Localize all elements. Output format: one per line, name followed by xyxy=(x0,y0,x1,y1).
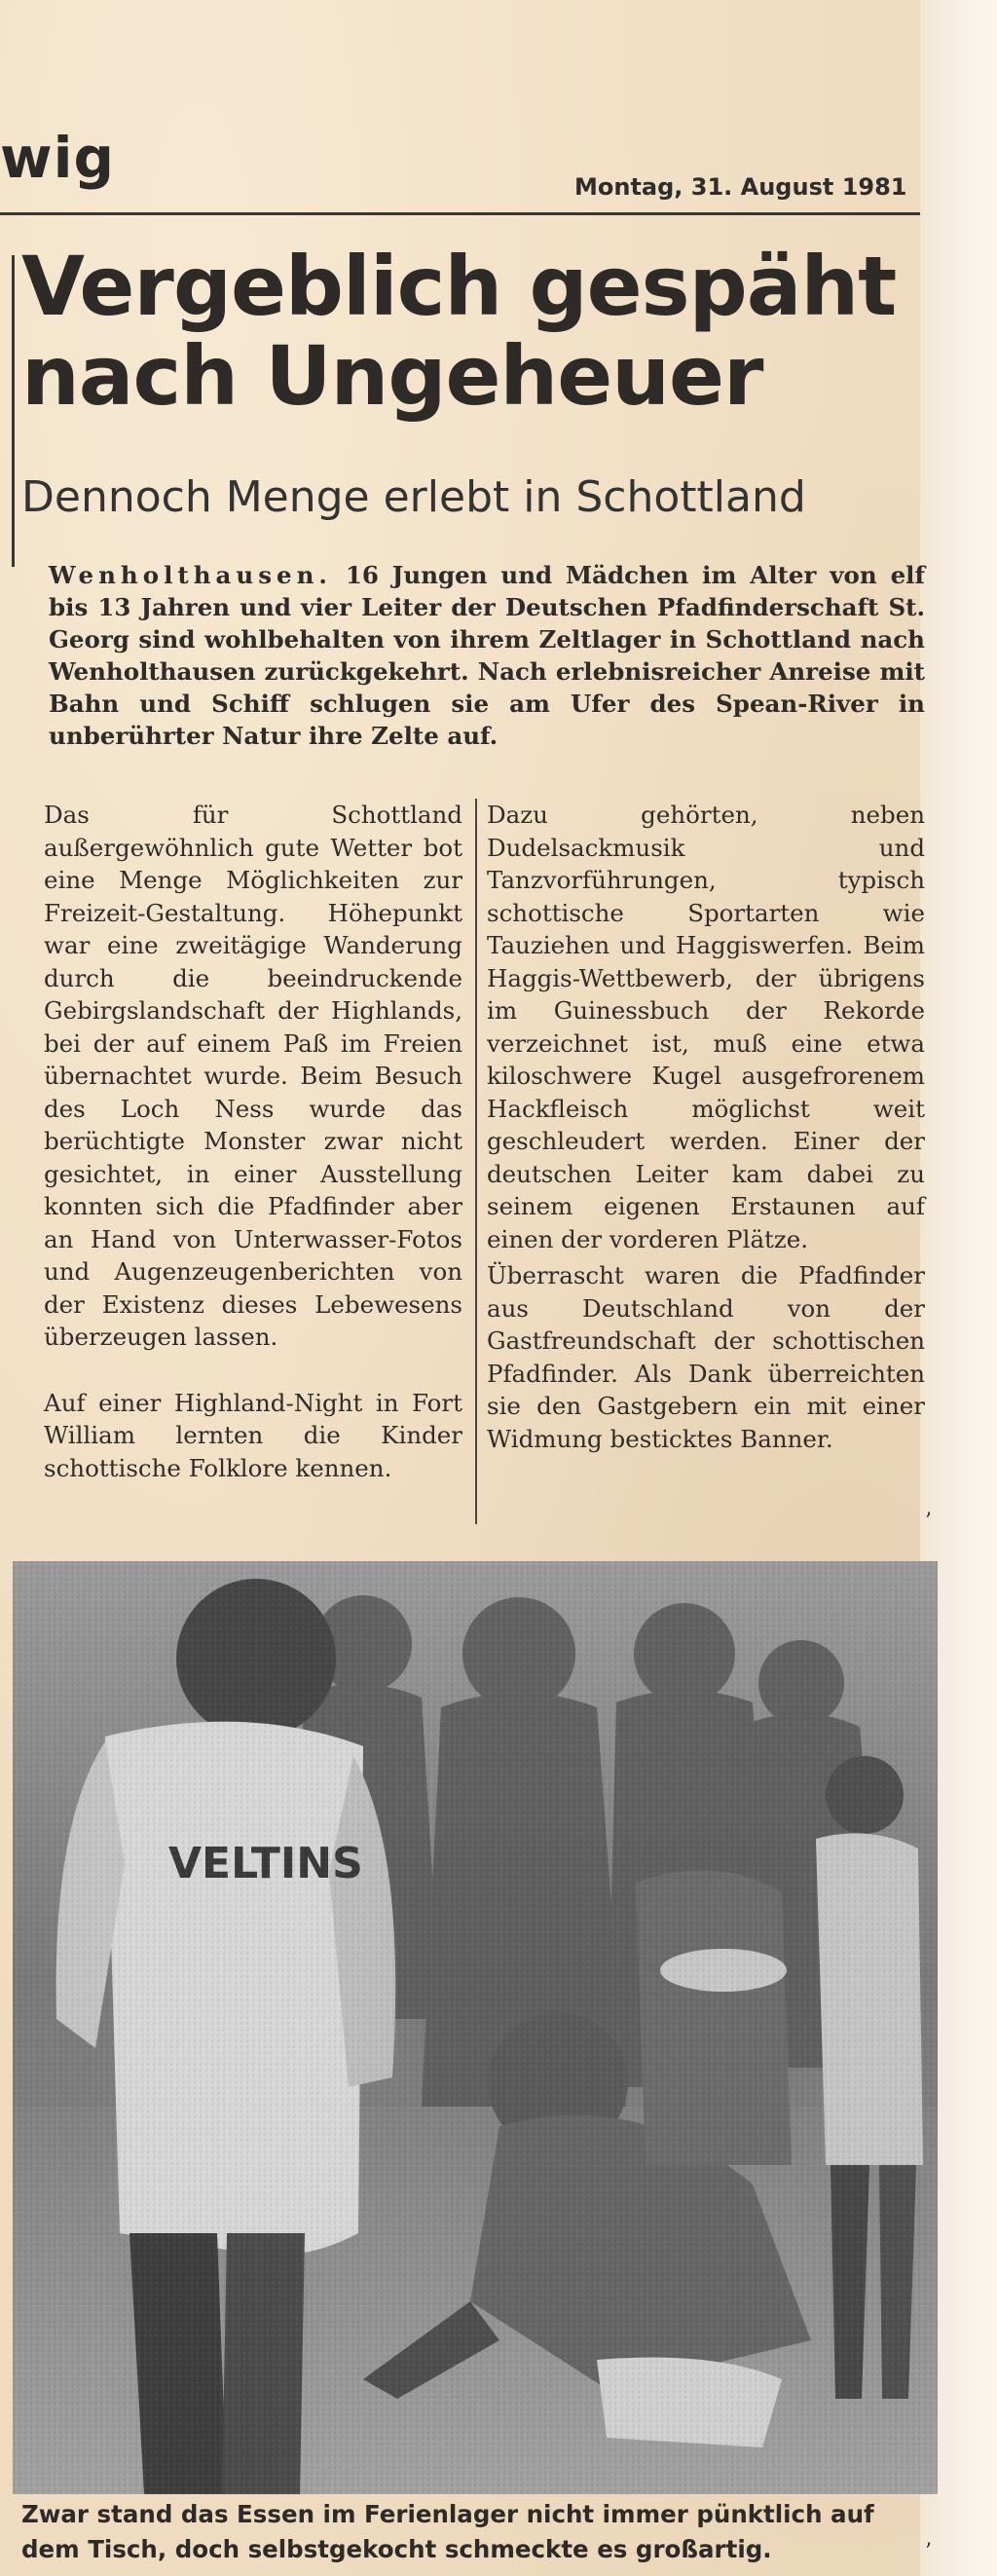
lead-dateline: Wenholthausen. xyxy=(49,561,332,589)
paragraph-right-2: Überrascht waren die Pfadfinder aus Deutschland von der Gastfreundschaft der schottischen Pfadfinder. Als Dank überreichten sie den Gastgebern ein mit einer Widmung besticktes Banner. xyxy=(487,1261,925,1453)
article-photo xyxy=(13,1561,938,2494)
paragraph-left-2: Auf einer Highland-Night in Fort William lernten die Kinder schottische Folklore kennen. xyxy=(44,1388,462,1482)
article-column-right xyxy=(487,799,925,1455)
paragraph-left-1: Das für Schottland außergewöhnlich gute Wetter bot eine Menge Möglichkeiten zur Freizeit-Gestaltung. Höhepunkt war eine zweitägige Wanderung durch die beeindruckende Gebirgslandschaft der Highlands, bei der auf einem Paß im Freien übernachtet wurde. Beim Besuch des Loch Ness wurde das berüchtigte Monster zwar nicht gesichtet, in einer Ausstellung konnten sich die Pfadfinder aber an Hand von Unterwasser-Fotos und Augenzeugenberichten von der Existenz dieses Lebewesens überzeugen lassen. xyxy=(44,801,462,1351)
headline-side-rule xyxy=(12,255,15,567)
lead-text: 16 Jungen und Mädchen im Alter von elf bis 13 Jahren und vier Leiter der Deutschen Pfadfinderschaft St. Georg sind wohlbehalten von ihrem Zeltlager in Schottland nach Wenholthausen zurückgekehrt. Nach erlebnisreicher Anreise mit Bahn und Schiff schlugen sie am Ufer des Spean-River in unberührter Natur ihre Zelte auf. xyxy=(49,561,926,750)
clip-mark-bottom: ’ xyxy=(925,2540,932,2564)
article-headline: Vergeblich gespäht nach Ungeheuer xyxy=(21,239,897,424)
article-lead xyxy=(49,559,925,752)
issue-date: Montag, 31. August 1981 xyxy=(574,173,907,201)
photo-caption: Zwar stand das Essen im Ferienlager nicht immer pünktlich auf dem Tisch, doch selbstgekocht schmeckte es großartig. xyxy=(21,2500,874,2563)
header-rule xyxy=(0,212,920,215)
article-subheadline: Dennoch Menge erlebt in Schottland xyxy=(21,472,806,522)
clip-mark-top: ’ xyxy=(925,1510,932,1534)
article-column-left xyxy=(44,799,462,1484)
masthead-fragment: wig xyxy=(0,125,115,191)
column-divider xyxy=(475,799,477,1524)
paragraph-right-1: Dazu gehörten, neben Dudelsackmusik und Tanzvorführungen, typisch schottische Sportarten wie Tauziehen und Haggiswerfen. Beim Haggis-Wettbewerb, der übrigens im Guinessbuch der Rekorde verzeichnet ist, muß eine etwa kiloschwere Kugel ausgefrorenem Hackfleisch möglichst weit geschleudert werden. Einer der deutschen Leiter kam dabei zu seinem eigenen Erstaunen auf einen der vorderen Plätze. xyxy=(487,801,925,1253)
photo-illustration xyxy=(13,1561,938,2494)
